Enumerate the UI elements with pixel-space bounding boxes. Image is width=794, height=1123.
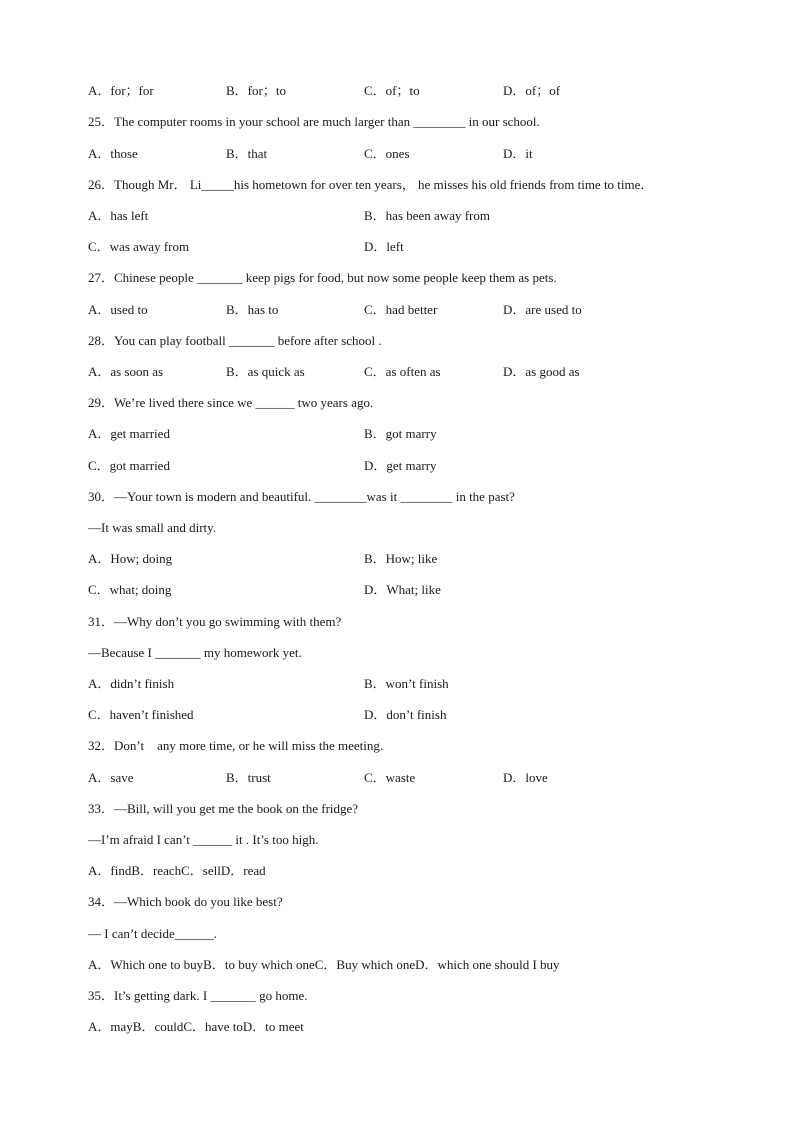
question-29: 29．We’re lived there since we ______ two years ago.	[88, 395, 374, 410]
q31-option-b: B．won’t finish	[364, 676, 449, 691]
question-33-reply: —I’m afraid I can’t ______ it . It’s too high.	[88, 832, 319, 847]
q24-option-d: D．of；of	[503, 83, 561, 98]
question-35: 35．It’s getting dark. I _______ go home.	[88, 988, 308, 1003]
q30-option-d: D．What; like	[364, 582, 441, 597]
q30-option-c: C．what; doing	[88, 582, 172, 597]
q24-option-b: B．for；to	[226, 83, 286, 98]
q32-option-c: C．waste	[364, 770, 416, 785]
q24-option-c: C．of；to	[364, 83, 420, 98]
q28-option-d: D．as good as	[503, 364, 580, 379]
q28-option-a: A．as soon as	[88, 364, 164, 379]
q25-option-d: D．it	[503, 146, 533, 161]
q28-option-b: B．as quick as	[226, 364, 305, 379]
question-25: 25．The computer rooms in your school are much larger than ________ in our school.	[88, 114, 540, 129]
q35-options: A．mayB．couldC．have toD．to meet	[88, 1019, 304, 1034]
q26-option-c: C．was away from	[88, 239, 190, 254]
q33-options: A．findB．reachC．sellD．read	[88, 863, 266, 878]
question-33: 33．—Bill, will you get me the book on the fridge?	[88, 801, 359, 816]
q25-option-b: B．that	[226, 146, 268, 161]
question-34: 34．—Which book do you like best?	[88, 894, 283, 909]
q26-option-b: B．has been away from	[364, 208, 490, 223]
q27-option-d: D．are used to	[503, 302, 582, 317]
q32-option-a: A．save	[88, 770, 134, 785]
q29-option-d: D．get marry	[364, 458, 437, 473]
q29-option-b: B．got marry	[364, 426, 437, 441]
q25-option-a: A．those	[88, 146, 138, 161]
q29-option-c: C．got married	[88, 458, 170, 473]
question-30-reply: —It was small and dirty.	[88, 520, 217, 535]
q29-option-a: A．get married	[88, 426, 170, 441]
question-32: 32．Don’t any more time, or he will miss the meeting.	[88, 738, 384, 753]
q30-option-b: B．How; like	[364, 551, 438, 566]
q27-option-c: C．had better	[364, 302, 438, 317]
q30-option-a: A．How; doing	[88, 551, 173, 566]
q27-option-a: A．used to	[88, 302, 148, 317]
question-26: 26．Though Mr． Li_____his hometown for over ten years， he misses his old friends from time to time．	[88, 177, 654, 192]
q32-option-d: D．love	[503, 770, 548, 785]
q32-option-b: B．trust	[226, 770, 271, 785]
question-31: 31．—Why don’t you go swimming with them?	[88, 614, 342, 629]
q28-option-c: C．as often as	[364, 364, 441, 379]
question-31-reply: —Because I _______ my homework yet.	[88, 645, 302, 660]
question-34-reply: — I can’t decide______.	[88, 926, 217, 941]
question-30: 30．—Your town is modern and beautiful. ________was it ________ in the past?	[88, 489, 515, 504]
q31-option-c: C．haven’t finished	[88, 707, 194, 722]
q31-option-a: A．didn’t finish	[88, 676, 175, 691]
question-27: 27．Chinese people _______ keep pigs for food, but now some people keep them as pets.	[88, 270, 557, 285]
q26-option-a: A．has left	[88, 208, 149, 223]
question-28: 28．You can play football _______ before after school .	[88, 333, 382, 348]
q31-option-d: D．don’t finish	[364, 707, 447, 722]
q24-option-a: A．for；for	[88, 83, 154, 98]
q26-option-d: D．left	[364, 239, 404, 254]
q25-option-c: C．ones	[364, 146, 410, 161]
q34-options: A．Which one to buyB．to buy which oneC．Buy which oneD．which one should I buy	[88, 957, 560, 972]
q27-option-b: B．has to	[226, 302, 279, 317]
